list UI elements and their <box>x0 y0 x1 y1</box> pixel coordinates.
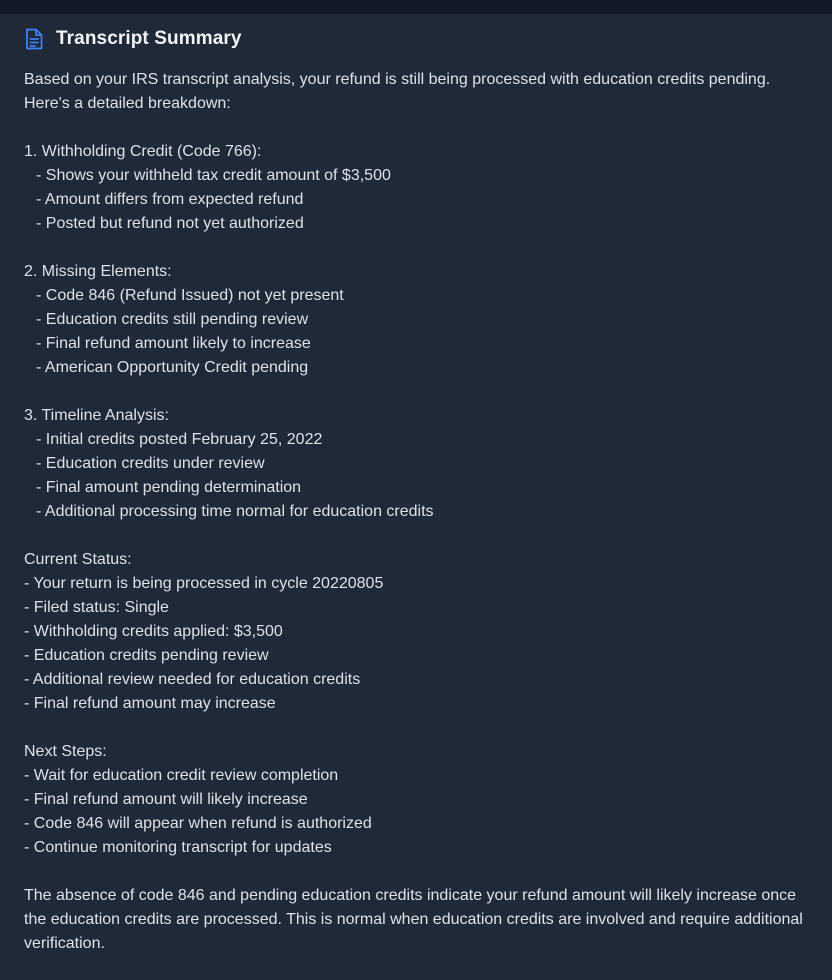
section-heading: 2. Missing Elements: <box>24 263 172 280</box>
list-item: - American Opportunity Credit pending <box>36 359 309 376</box>
list-item: - Initial credits posted February 25, 2022 <box>36 431 323 448</box>
list-item: - Your return is being processed in cycle 20220805 <box>24 575 384 592</box>
list-item: - Wait for education credit review completion <box>24 767 339 784</box>
summary-header <box>24 26 808 52</box>
list-item: - Final amount pending determination <box>36 479 302 496</box>
list-item: - Additional review needed for education credits <box>24 671 361 688</box>
list-item: - Posted but refund not yet authorized <box>36 215 304 232</box>
list-item: - Continue monitoring transcript for updates <box>24 839 332 856</box>
list-item: - Amount differs from expected refund <box>36 191 304 208</box>
current-status-heading: Current Status: <box>24 551 132 568</box>
list-item: - Education credits still pending review <box>36 311 309 328</box>
list-item: - Final refund amount may increase <box>24 695 276 712</box>
intro-paragraph: Based on your IRS transcript analysis, your refund is still being processed with education credits pending. Here's a detailed breakdown: <box>24 71 771 112</box>
section-heading: 1. Withholding Credit (Code 766): <box>24 143 262 160</box>
list-item: - Additional processing time normal for education credits <box>36 503 434 520</box>
top-strip <box>0 0 832 14</box>
list-item: - Education credits pending review <box>24 647 269 664</box>
list-item: - Code 846 (Refund Issued) not yet present <box>36 287 344 304</box>
next-steps-heading: Next Steps: <box>24 743 107 760</box>
list-item: - Final refund amount likely to increase <box>36 335 311 352</box>
summary-body <box>24 68 808 956</box>
summary-title: Transcript Summary <box>56 28 242 49</box>
section-heading: 3. Timeline Analysis: <box>24 407 169 424</box>
transcript-summary-card <box>0 14 832 956</box>
list-item: - Withholding credits applied: $3,500 <box>24 623 283 640</box>
list-item: - Education credits under review <box>36 455 265 472</box>
list-item: - Shows your withheld tax credit amount of $3,500 <box>36 167 391 184</box>
list-item: - Code 846 will appear when refund is authorized <box>24 815 372 832</box>
list-item: - Final refund amount will likely increase <box>24 791 308 808</box>
list-item: - Filed status: Single <box>24 599 169 616</box>
conclusion-paragraph: The absence of code 846 and pending education credits indicate your refund amount will likely increase once the education credits are processed. This is normal when education credits are involved and require additional verification. <box>24 887 803 952</box>
document-icon <box>24 28 44 50</box>
